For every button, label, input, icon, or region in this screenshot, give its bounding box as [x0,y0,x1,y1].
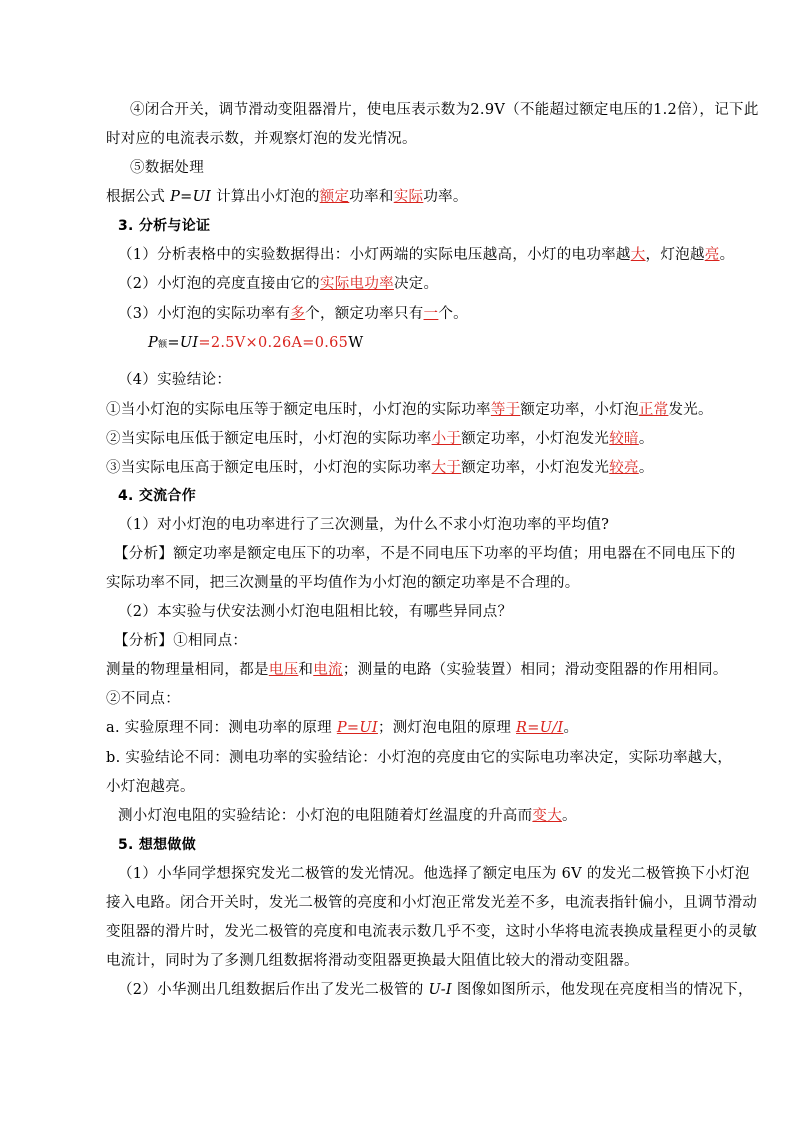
text: 变阻器的滑片时，发光二极管的亮度和电流表示数几乎不变，这时小华将电流表换成量程更小的灵敏 [106,924,758,940]
step-5-heading [130,158,204,178]
text: 。 [562,808,577,824]
formula: P=UI [170,189,212,205]
activity-1-line-2 [106,893,757,913]
section-heading-3 [118,216,210,236]
answer-blank: 一 [423,306,439,322]
analysis-4 [118,370,231,390]
text: 发光。 [668,402,713,418]
text: ，灯泡越 [645,247,705,263]
text: 【分析】额定功率是额定电压下的功率，不是不同电压下功率的平均值；用电器在不同电压下的 [114,546,736,562]
question-2 [118,602,512,622]
text: 个。 [438,306,468,322]
answer-formula: R=U/I [516,720,564,736]
text: ；测量的电路（实验装置）相同；滑动变阻器的作用相同。 [342,662,728,678]
answer-blank: 亮 [704,247,720,263]
text: 电流计，同时为了多测几组数据将滑动变阻器更换最大阻值比较大的滑动变阻器。 [106,953,639,969]
analysis-3 [118,304,468,324]
text: 。 [638,431,654,447]
text: 和 [298,662,314,678]
text: （1）对小灯泡的电功率进行了三次测量，为什么不求小灯泡功率的平均值? [118,517,610,533]
text: 个，额定功率只有 [305,306,424,322]
answer-blank: 实际电功率 [319,276,394,292]
text: （4）实验结论： [118,372,232,388]
activity-1-line-1 [118,864,750,884]
analysis-2 [118,274,438,294]
text: 接入电路。闭合开关时，发光二极管的亮度和小灯泡正常发光差不多，电流表指针偏小，且调节滑动 [106,895,758,911]
difference-a [106,718,578,738]
text: （1）分析表格中的实验数据得出：小灯两端的实际电压越高，小灯的电功率越 [118,247,631,263]
unit: W [348,335,364,351]
text: ④闭合开关，调节滑动变阻器滑片，使电压表示数为2.9V（不能超过额定电压的1.2倍），记下此 [130,102,759,118]
text: a. 实验原理不同：测电功率的原理 [106,720,337,736]
text: 。 [563,720,579,736]
conclusion-2 [106,429,654,449]
activity-2-line-1 [118,980,753,1000]
analysis-answer-2 [114,631,247,651]
text: 【分析】①相同点： [114,633,248,649]
symbol: =UI [167,335,199,351]
conclusion-1 [106,400,713,420]
answer-blank: 较暗 [609,431,639,447]
conclusion-3 [106,458,654,478]
answer-blank: 大于 [431,460,462,476]
answer-blank: 等于 [490,402,521,418]
text: 时对应的电流表示数，并观察灯泡的发光情况。 [106,131,417,147]
answer-blank: 额定 [319,189,350,205]
text: （3）小灯泡的实际功率有 [118,306,291,322]
text: 功率和 [349,189,394,205]
answer-blank: 小于 [431,431,462,447]
text: ③当实际电压高于额定电压时，小灯泡的实际功率 [106,460,432,476]
section-heading-5 [118,835,196,855]
text: 3. 分析与论证 [118,218,211,234]
formula-line [106,187,468,207]
similarities [106,660,728,680]
answer-blank: 大 [630,247,646,263]
graph-label: U-I [428,982,452,998]
answer-blank: 正常 [638,402,669,418]
answer-blank: 电流 [313,662,343,678]
power-formula [148,333,363,355]
text: （2）小灯泡的亮度直接由它的 [118,276,320,292]
text: 功率。 [423,189,468,205]
text: 根据公式 [106,189,171,205]
question-1 [118,515,609,535]
text: ；测灯泡电阻的原理 [377,720,517,736]
subscript: 额 [158,340,168,350]
text: 图像如图所示，他发现在亮度相当的情况下， [451,982,753,998]
activity-1-line-4 [106,951,639,971]
text: ②当实际电压低于额定电压时，小灯泡的实际功率 [106,431,432,447]
answer-blank: 实际 [393,189,424,205]
answer-blank: 电压 [268,662,299,678]
text: （2）小华测出几组数据后作出了发光二极管的 [118,982,429,998]
text: 额定功率，小灯泡发光 [461,431,610,447]
text: 5. 想想做做 [118,837,197,853]
text: ②不同点： [106,691,180,707]
text: b. 实验结论不同：测电功率的实验结论：小灯泡的亮度由它的实际电功率决定，实际功率越大， [106,750,733,766]
text: （1）小华同学想探究发光二极管的发光情况。他选择了额定电压为 6V 的发光二极管换下小灯泡 [118,866,750,882]
answer-blank: 多 [290,306,306,322]
text: 4. 交流合作 [118,488,197,504]
analysis-answer-1b [106,573,580,593]
text: ①当小灯泡的实际电压等于额定电压时，小灯泡的实际功率 [106,402,491,418]
answer-blank: 变大 [532,808,563,824]
symbol: P [148,335,159,351]
text: 计算出小灯泡的 [211,189,320,205]
text: （2）本实验与伏安法测小灯泡电阻相比较，有哪些异同点？ [118,604,513,620]
answer-blank: 较亮 [609,460,639,476]
activity-1-line-3 [106,922,757,942]
text: 小灯泡越亮。 [106,779,195,795]
analysis-1 [118,245,734,265]
resistance-conclusion [118,806,577,826]
text: 测小灯泡电阻的实验结论：小灯泡的电阻随着灯丝温度的升高而 [118,808,533,824]
difference-b-1 [106,748,732,768]
text: 实际功率不同，把三次测量的平均值作为小灯泡的额定功率是不合理的。 [106,575,580,591]
text: 。 [638,460,654,476]
text: 决定。 [393,276,439,292]
text: 。 [719,247,735,263]
step-4-line-1 [130,100,759,120]
answer-formula: P=UI [336,720,378,736]
analysis-answer-1a [114,544,736,564]
step-4-line-2 [106,129,417,149]
text: 额定功率，小灯泡发光 [461,460,610,476]
difference-b-2 [106,777,195,797]
text: 额定功率，小灯泡 [520,402,639,418]
differences-heading [106,689,180,709]
section-heading-4 [118,486,196,506]
answer-value: =2.5V×0.26A=0.65 [198,335,349,351]
text: ⑤数据处理 [130,160,204,176]
text: 测量的物理量相同，都是 [106,662,269,678]
